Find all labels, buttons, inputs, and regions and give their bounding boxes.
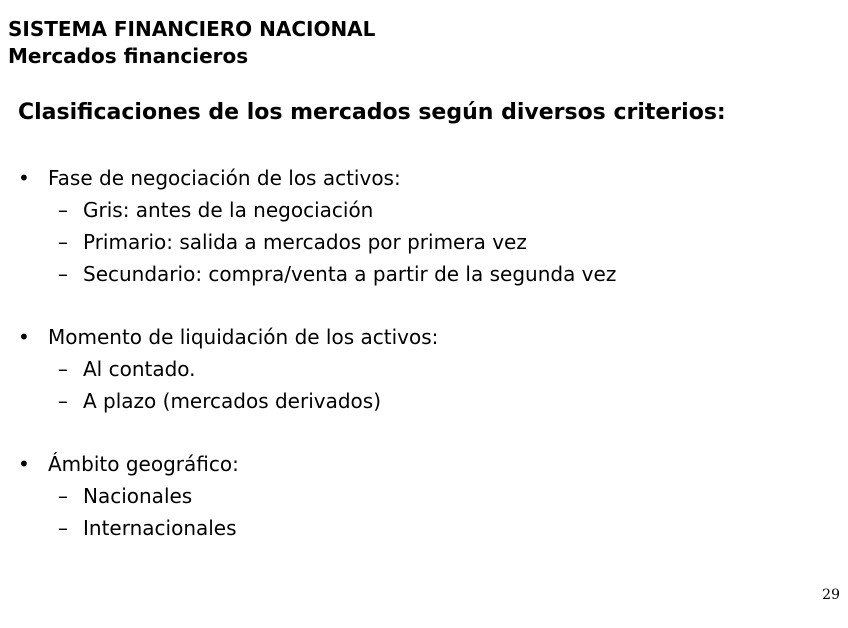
dash-marker: – <box>58 516 68 540</box>
sub-item-label: Al contado. <box>83 357 196 381</box>
bullet-list <box>18 162 616 575</box>
dash-marker: – <box>58 357 68 381</box>
sub-item <box>18 194 616 226</box>
bullet-item <box>18 321 616 417</box>
page-number: 29 <box>822 587 840 603</box>
dash-marker: – <box>58 230 68 254</box>
slide-header <box>8 16 375 70</box>
bullet-label: Momento de liquidación de los activos: <box>48 325 439 349</box>
sub-item <box>18 226 616 258</box>
sub-item-label: Nacionales <box>83 484 193 508</box>
bullet-marker: • <box>18 452 30 476</box>
sub-list <box>18 353 616 417</box>
bullet-marker: • <box>18 166 30 190</box>
dash-marker: – <box>58 262 68 286</box>
sub-item-label: Internacionales <box>83 516 237 540</box>
sub-list <box>18 194 616 290</box>
bullet-item <box>18 448 616 544</box>
bullet-label: Ámbito geográfico: <box>48 452 239 476</box>
dash-marker: – <box>58 198 68 222</box>
sub-item <box>18 512 616 544</box>
sub-list <box>18 480 616 544</box>
header-title: SISTEMA FINANCIERO NACIONAL <box>8 17 376 41</box>
dash-marker: – <box>58 389 68 413</box>
bullet-marker: • <box>18 325 30 349</box>
sub-item-label: Gris: antes de la negociación <box>83 198 374 222</box>
dash-marker: – <box>58 484 68 508</box>
slide-heading: Clasificaciones de los mercados según diversos criterios: <box>18 100 726 125</box>
sub-item <box>18 385 616 417</box>
sub-item-label: Secundario: compra/venta a partir de la segunda vez <box>83 262 617 286</box>
sub-item <box>18 480 616 512</box>
bullet-item <box>18 162 616 290</box>
header-subtitle: Mercados financieros <box>8 44 249 68</box>
sub-item-label: A plazo (mercados derivados) <box>83 389 381 413</box>
bullet-label: Fase de negociación de los activos: <box>48 166 401 190</box>
sub-item-label: Primario: salida a mercados por primera vez <box>83 230 527 254</box>
sub-item <box>18 258 616 290</box>
sub-item <box>18 353 616 385</box>
